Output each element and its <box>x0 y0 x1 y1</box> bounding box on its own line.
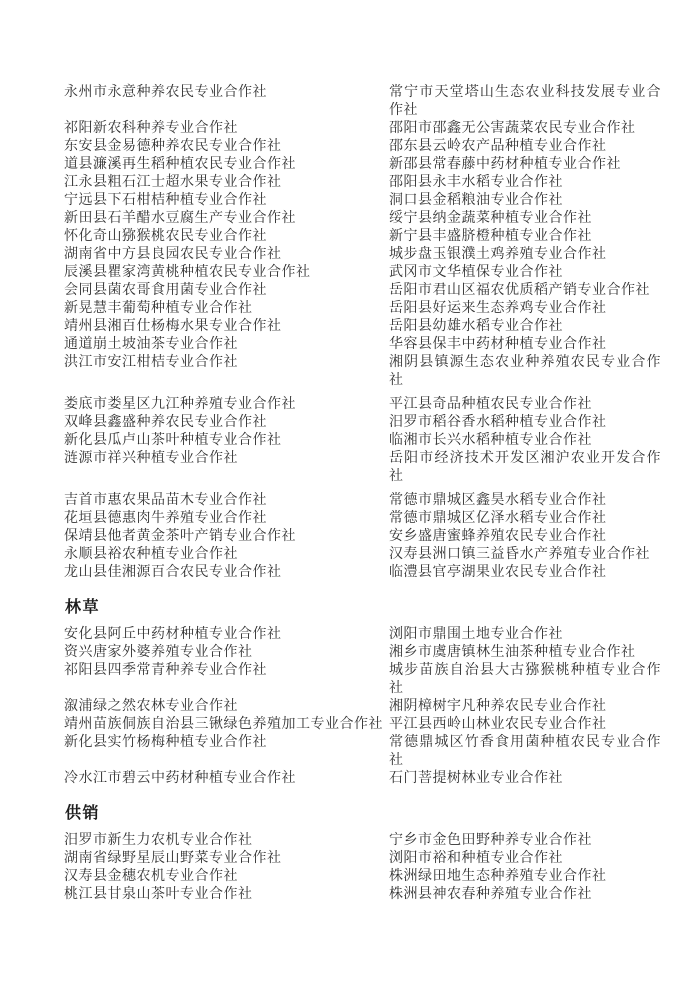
cooperative-name: 邵阳市邵鑫无公害蔬菜农民专业合作社 <box>389 121 636 136</box>
cooperative-name: 永州市永意种养农民专业合作社 <box>64 85 267 100</box>
cooperative-name: 怀化奇山猕猴桃农民专业合作社 <box>64 229 267 244</box>
cooperative-name: 保靖县他者黄金茶叶产销专业合作社 <box>64 529 296 544</box>
table-row <box>64 886 669 904</box>
cooperative-name: 邵东县云岭农产品种植专业合作社 <box>389 139 607 154</box>
cooperative-name: 株洲县神农春种养殖专业合作社 <box>389 887 592 902</box>
cooperative-name: 辰溪县瞿家湾黄桃种植农民专业合作社 <box>64 265 311 280</box>
table-row <box>64 644 669 662</box>
cooperative-name: 邵阳县永丰水稻专业合作社 <box>389 175 563 190</box>
cooperative-name: 汉寿县洲口镇三益昏水产养殖专业合作社 <box>389 547 650 562</box>
table-row <box>64 138 669 156</box>
table-row <box>64 396 669 414</box>
cooperative-name: 桃江县甘泉山茶叶专业合作社 <box>64 887 253 902</box>
table-row <box>64 662 669 698</box>
cooperative-name: 湘阴樟树宇凡种养农民专业合作社 <box>389 699 607 714</box>
cooperative-name: 娄底市娄星区九江种养殖专业合作社 <box>64 397 296 412</box>
cooperative-name: 湘阴县镇源生态农业种养殖农民专业合作社 <box>389 355 661 388</box>
cooperative-name: 宁乡市金色田野种养专业合作社 <box>389 833 592 848</box>
cooperative-name: 常德鼎城区竹香食用菌种植农民专业合作社 <box>389 735 661 768</box>
cooperative-name: 岳阳县幼雄水稻专业合作社 <box>389 319 563 334</box>
cooperative-name: 冷水江市碧云中药材种植专业合作社 <box>64 771 296 786</box>
row-group <box>64 396 669 486</box>
section-林草 <box>64 597 669 788</box>
cooperative-name: 新邵县常春藤中药材种植专业合作社 <box>389 157 621 172</box>
table-row <box>64 336 669 354</box>
table-row <box>64 156 669 174</box>
cooperative-name: 靖州苗族侗族自治县三锹绿色养殖加工专业合作社 <box>64 717 383 732</box>
row-group <box>64 84 669 390</box>
table-row <box>64 528 669 546</box>
cooperative-name: 会同县菌农哥食用菌专业合作社 <box>64 283 267 298</box>
cooperative-name: 溆浦绿之然农林专业合作社 <box>64 699 238 714</box>
table-row <box>64 282 669 300</box>
cooperative-name: 石门菩提树林业专业合作社 <box>389 771 563 786</box>
cooperative-name: 祁阳新农科种养专业合作社 <box>64 121 238 136</box>
cooperative-name: 永顺县裕农种植专业合作社 <box>64 547 238 562</box>
cooperative-name: 平江县西岭山林业农民专业合作社 <box>389 717 607 732</box>
cooperative-name: 浏阳市鼎围土地专业合作社 <box>389 627 563 642</box>
cooperative-name: 城步盘玉银濮土鸡养殖专业合作社 <box>389 247 607 262</box>
table-row <box>64 354 669 390</box>
cooperative-name: 汉寿县金穗农机专业合作社 <box>64 869 238 884</box>
table-row <box>64 300 669 318</box>
cooperative-name: 常宁市天堂塔山生态农业科技发展专业合作社 <box>389 85 661 118</box>
table-row <box>64 432 669 450</box>
cooperative-name: 湖南省绿野星辰山野菜专业合作社 <box>64 851 282 866</box>
cooperative-name: 东安县金易德种养农民专业合作社 <box>64 139 282 154</box>
table-row <box>64 210 669 228</box>
table-row <box>64 734 669 770</box>
section-heading: 林草 <box>65 599 101 616</box>
table-row <box>64 832 669 850</box>
cooperative-name: 湘乡市虞唐镇林生油茶种植专业合作社 <box>389 645 636 660</box>
cooperative-name: 涟源市祥兴种植专业合作社 <box>64 451 238 466</box>
table-row <box>64 510 669 528</box>
cooperative-name: 龙山县佳湘源百合农民专业合作社 <box>64 565 282 580</box>
row-group <box>64 492 669 582</box>
table-row <box>64 228 669 246</box>
cooperative-name: 道县濂溪再生稻种植农民专业合作社 <box>64 157 296 172</box>
table-row <box>64 84 669 120</box>
cooperative-name: 吉首市惠农果品苗木专业合作社 <box>64 493 267 508</box>
cooperative-name: 花垣县德惠肉牛养殖专业合作社 <box>64 511 267 526</box>
cooperative-name: 城步苗族自治县大古猕猴桃种植专业合作社 <box>389 663 661 696</box>
table-row <box>64 626 669 644</box>
cooperative-name: 汨罗市新生力农机专业合作社 <box>64 833 253 848</box>
cooperative-name: 汨罗市稻谷香水稻种植专业合作社 <box>389 415 607 430</box>
row-group <box>64 832 669 904</box>
cooperative-name: 江永县粗石江士超水果专业合作社 <box>64 175 282 190</box>
table-row <box>64 716 669 734</box>
cooperative-name: 常德市鼎城区鑫昊水稻专业合作社 <box>389 493 607 508</box>
cooperative-name: 资兴唐家外婆养殖专业合作社 <box>64 645 253 660</box>
table-row <box>64 264 669 282</box>
table-row <box>64 698 669 716</box>
cooperative-name: 临澧县官亭湖果业农民专业合作社 <box>389 565 607 580</box>
table-row <box>64 546 669 564</box>
cooperative-name: 岳阳市经济技术开发区湘沪农业开发合作社 <box>389 451 661 484</box>
table-row <box>64 120 669 138</box>
cooperative-name: 双峰县鑫盛种养农民专业合作社 <box>64 415 267 430</box>
cooperative-name: 洞口县金稻粮油专业合作社 <box>389 193 563 208</box>
cooperative-name: 株洲绿田地生态种养殖专业合作社 <box>389 869 607 884</box>
section-continued <box>64 84 669 582</box>
cooperative-name: 洪江市安江柑桔专业合作社 <box>64 355 238 370</box>
table-row <box>64 192 669 210</box>
cooperative-name: 绥宁县纳金蔬菜种植专业合作社 <box>389 211 592 226</box>
table-row <box>64 868 669 886</box>
cooperative-name: 岳阳市君山区福农优质稻产销专业合作社 <box>389 283 650 298</box>
cooperative-list <box>64 84 669 904</box>
table-row <box>64 414 669 432</box>
table-row <box>64 564 669 582</box>
table-row <box>64 850 669 868</box>
section-供销 <box>64 803 669 904</box>
table-row <box>64 246 669 264</box>
cooperative-name: 华容县保丰中药材种植专业合作社 <box>389 337 607 352</box>
cooperative-name: 武冈市文华植保专业合作社 <box>389 265 563 280</box>
cooperative-name: 新宁县丰盛脐橙种植专业合作社 <box>389 229 592 244</box>
cooperative-name: 新化县瓜卢山茶叶种植专业合作社 <box>64 433 282 448</box>
cooperative-name: 通道崩土坡油茶专业合作社 <box>64 337 238 352</box>
cooperative-name: 常德市鼎城区亿泽水稻专业合作社 <box>389 511 607 526</box>
cooperative-name: 祁阳县四季常青种养专业合作社 <box>64 663 267 678</box>
cooperative-name: 新化县实竹杨梅种植专业合作社 <box>64 735 267 750</box>
table-row <box>64 492 669 510</box>
cooperative-name: 安乡盛唐蜜蜂养殖农民专业合作社 <box>389 529 607 544</box>
row-group <box>64 626 669 788</box>
cooperative-name: 宁远县下石柑桔种植专业合作社 <box>64 193 267 208</box>
cooperative-name: 平江县奇品种植农民专业合作社 <box>389 397 592 412</box>
table-row <box>64 318 669 336</box>
cooperative-name: 岳阳县好运来生态养鸡专业合作社 <box>389 301 607 316</box>
cooperative-name: 新晃慧丰葡萄种植专业合作社 <box>64 301 253 316</box>
cooperative-name: 浏阳市裕和种植专业合作社 <box>389 851 563 866</box>
cooperative-name: 湖南省中方县良园农民专业合作社 <box>64 247 282 262</box>
cooperative-name: 临湘市长兴水稻种植专业合作社 <box>389 433 592 448</box>
cooperative-name: 新田县石羊醋水豆腐生产专业合作社 <box>64 211 296 226</box>
table-row <box>64 174 669 192</box>
table-row <box>64 450 669 486</box>
cooperative-name: 安化县阿丘中药材种植专业合作社 <box>64 627 282 642</box>
cooperative-name: 靖州县湘百仕杨梅水果专业合作社 <box>64 319 282 334</box>
table-row <box>64 770 669 788</box>
section-heading: 供销 <box>65 805 101 822</box>
